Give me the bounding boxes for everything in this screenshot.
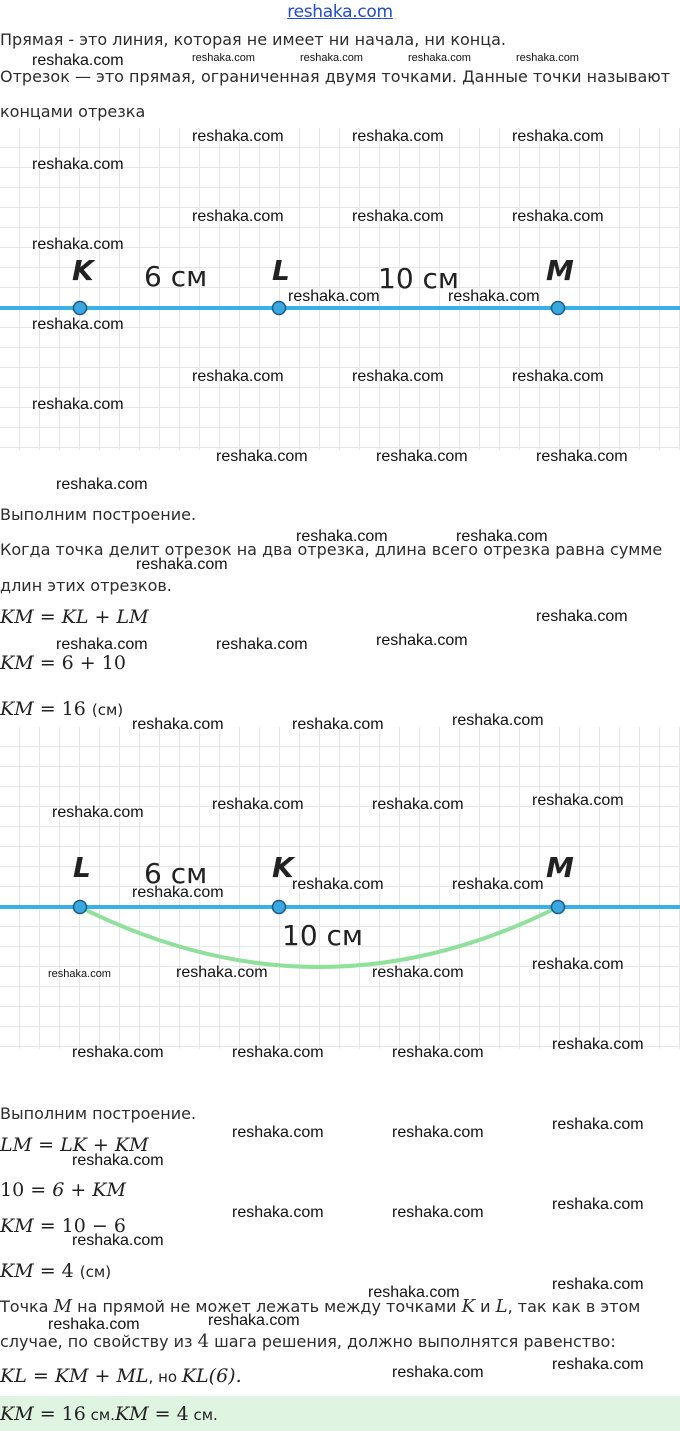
eq-lhs: LM	[0, 1134, 33, 1156]
watermark: reshaka.com	[552, 1116, 644, 1133]
eq-unit: (см)	[91, 701, 124, 719]
watermark: reshaka.com	[216, 448, 308, 465]
watermark: reshaka.com	[32, 316, 124, 333]
watermark: reshaka.com	[372, 964, 464, 981]
step2-equation-3: KM = 10 − 6	[0, 1215, 126, 1237]
watermark: reshaka.com	[516, 52, 579, 64]
watermark: reshaka.com	[376, 632, 468, 649]
eq-unit: см.	[85, 1406, 115, 1424]
watermark: reshaka.com	[352, 208, 444, 225]
step1-construct: Выполним построение.	[0, 505, 197, 524]
eq-rhs: LK + KM	[60, 1134, 149, 1156]
eq-lhs: KM	[0, 698, 34, 720]
conclusion-text: случае, по свойству из	[0, 1332, 198, 1351]
watermark: reshaka.com	[56, 636, 148, 653]
watermark: reshaka.com	[192, 128, 284, 145]
eq-lhs: KL	[0, 1365, 27, 1387]
watermark: reshaka.com	[72, 1044, 164, 1061]
watermark: reshaka.com	[372, 796, 464, 813]
figure-1-point-3	[552, 302, 565, 315]
watermark: reshaka.com	[532, 956, 624, 973]
eq-text: , но	[148, 1368, 182, 1386]
watermark: reshaka.com	[552, 1276, 644, 1293]
watermark: reshaka.com	[292, 716, 384, 733]
figure-2-drawing	[0, 727, 680, 1049]
watermark: reshaka.com	[300, 52, 363, 64]
segment-definition-line1: Отрезок — это прямая, ограниченная двумя точками. Данные точки называют	[0, 67, 671, 86]
watermark: reshaka.com	[232, 1204, 324, 1221]
eq-lhs: KM	[0, 1215, 34, 1237]
watermark: reshaka.com	[132, 716, 224, 733]
step2-equation-2: 10 = 6 + KM	[0, 1179, 126, 1201]
figure-2-label-2: K	[272, 851, 294, 884]
step1-equation-3: KM = 16 (см)	[0, 698, 124, 720]
eq-rhs: 16	[61, 1403, 86, 1425]
watermark: reshaka.com	[292, 876, 384, 893]
watermark: reshaka.com	[296, 528, 388, 545]
eq-rhs: KL + LM	[61, 606, 149, 628]
watermark: reshaka.com	[552, 1036, 644, 1053]
conclusion-text: шага решения, должно выполнятся равенство:	[209, 1332, 616, 1351]
step2-equation-1: LM = LK + KM	[0, 1134, 149, 1156]
figure-1-length-1: 6 см	[144, 260, 208, 293]
eq-rhs: 16	[61, 698, 86, 720]
conclusion-text: , так как в этом	[507, 1297, 641, 1316]
watermark: reshaka.com	[448, 288, 540, 305]
conclusion-equation: KL = KM + ML, но KL(6).	[0, 1365, 242, 1387]
line-definition: Прямая - это линия, которая не имеет ни начала, ни конца.	[0, 30, 507, 49]
eq-rhs: KM + ML	[54, 1365, 149, 1387]
eq-rhs: 4	[61, 1260, 74, 1282]
eq-tail: KL(6).	[181, 1365, 242, 1387]
math-var: K	[461, 1296, 476, 1317]
watermark: reshaka.com	[536, 448, 628, 465]
watermark: reshaka.com	[232, 1044, 324, 1061]
eq-rhs: 10 − 6	[61, 1215, 126, 1237]
step1-equation-1: KM = KL + LM	[0, 606, 149, 628]
watermark: reshaka.com	[552, 1356, 644, 1373]
watermark: reshaka.com	[288, 288, 380, 305]
watermark: reshaka.com	[368, 1284, 460, 1301]
watermark: reshaka.com	[32, 396, 124, 413]
figure-2-label-1: L	[73, 851, 91, 884]
figure-1-point-2	[273, 302, 286, 315]
watermark: reshaka.com	[192, 52, 255, 64]
step1-rule-line1: Когда точка делит отрезок на два отрезка, длина всего отрезка равна сумме	[0, 540, 663, 559]
step1-equation-2: KM = 6 + 10	[0, 652, 126, 674]
conclusion-text: Точка	[0, 1297, 54, 1316]
watermark: reshaka.com	[232, 1124, 324, 1141]
watermark: reshaka.com	[512, 128, 604, 145]
watermark: reshaka.com	[392, 1044, 484, 1061]
watermark: reshaka.com	[132, 884, 224, 901]
conclusion-line2	[0, 1332, 676, 1352]
figure-2	[0, 727, 680, 1049]
watermark: reshaka.com	[72, 1152, 164, 1169]
watermark: reshaka.com	[48, 1316, 140, 1333]
watermark: reshaka.com	[32, 156, 124, 173]
watermark: reshaka.com	[192, 368, 284, 385]
watermark: reshaka.com	[552, 1196, 644, 1213]
watermark: reshaka.com	[32, 52, 124, 69]
eq-rhs: 6 + 10	[61, 652, 126, 674]
conclusion-line1	[0, 1297, 676, 1317]
figure-1-label-2: L	[272, 254, 290, 287]
math-var: M	[53, 1296, 73, 1317]
step1-rule-line2: длин этих отрезков.	[0, 576, 172, 595]
figure-2-point-3	[552, 901, 565, 914]
watermark: reshaka.com	[452, 876, 544, 893]
segment-definition-line2: концами отрезка	[0, 102, 146, 121]
math-var: L	[495, 1296, 508, 1317]
eq-unit: см.	[188, 1406, 218, 1424]
site-link[interactable]: reshaka.com	[287, 2, 393, 22]
watermark: reshaka.com	[536, 608, 628, 625]
watermark: reshaka.com	[408, 52, 471, 64]
watermark: reshaka.com	[176, 964, 268, 981]
eq-rhs: 4	[176, 1403, 189, 1425]
watermark: reshaka.com	[352, 128, 444, 145]
figure-1-label-3: M	[546, 254, 574, 287]
answer-line: KM = 16 см.KM = 4 см.	[0, 1403, 218, 1425]
watermark: reshaka.com	[52, 804, 144, 821]
conclusion-text: на прямой не может лежать между точками	[72, 1297, 462, 1316]
watermark: reshaka.com	[452, 712, 544, 729]
watermark: reshaka.com	[72, 1232, 164, 1249]
eq-lhs: 10	[0, 1179, 25, 1201]
watermark: reshaka.com	[32, 236, 124, 253]
watermark: reshaka.com	[192, 208, 284, 225]
eq-lhs: KM	[0, 1260, 34, 1282]
figure-1-point-1	[74, 302, 87, 315]
eq-lhs: KM	[0, 606, 34, 628]
watermark: reshaka.com	[392, 1364, 484, 1381]
figure-1-length-2: 10 см	[378, 262, 460, 295]
watermark: reshaka.com	[136, 556, 228, 573]
watermark: reshaka.com	[392, 1124, 484, 1141]
math-num: 4	[197, 1331, 210, 1352]
watermark: reshaka.com	[208, 1312, 300, 1329]
eq-lhs: KM	[0, 652, 34, 674]
watermark: reshaka.com	[456, 528, 548, 545]
watermark: reshaka.com	[376, 448, 468, 465]
step2-equation-4: KM = 4 (см)	[0, 1260, 112, 1282]
eq-unit: (см)	[79, 1263, 112, 1281]
figure-2-length-1: 6 см	[144, 857, 208, 890]
watermark: reshaka.com	[512, 368, 604, 385]
watermark: reshaka.com	[392, 1204, 484, 1221]
figure-2-label-3: M	[546, 851, 574, 884]
figure-1	[0, 128, 680, 450]
figure-1-label-1: K	[72, 254, 94, 287]
eq-rhs: 6 + KM	[52, 1179, 126, 1201]
watermark: reshaka.com	[532, 792, 624, 809]
watermark: reshaka.com	[512, 208, 604, 225]
figure-2-point-1	[74, 901, 87, 914]
eq-lhs: KM	[114, 1403, 149, 1425]
figure-1-drawing	[0, 128, 680, 450]
eq-lhs: KM	[0, 1403, 34, 1425]
watermark: reshaka.com	[216, 636, 308, 653]
watermark: reshaka.com	[56, 476, 148, 493]
watermark: reshaka.com	[352, 368, 444, 385]
watermark: reshaka.com	[212, 796, 304, 813]
figure-2-point-2	[273, 901, 286, 914]
step2-construct: Выполним построение.	[0, 1104, 197, 1123]
figure-2-length-2: 10 см	[282, 919, 364, 952]
conclusion-text: и	[475, 1297, 496, 1316]
watermark: reshaka.com	[48, 968, 111, 980]
